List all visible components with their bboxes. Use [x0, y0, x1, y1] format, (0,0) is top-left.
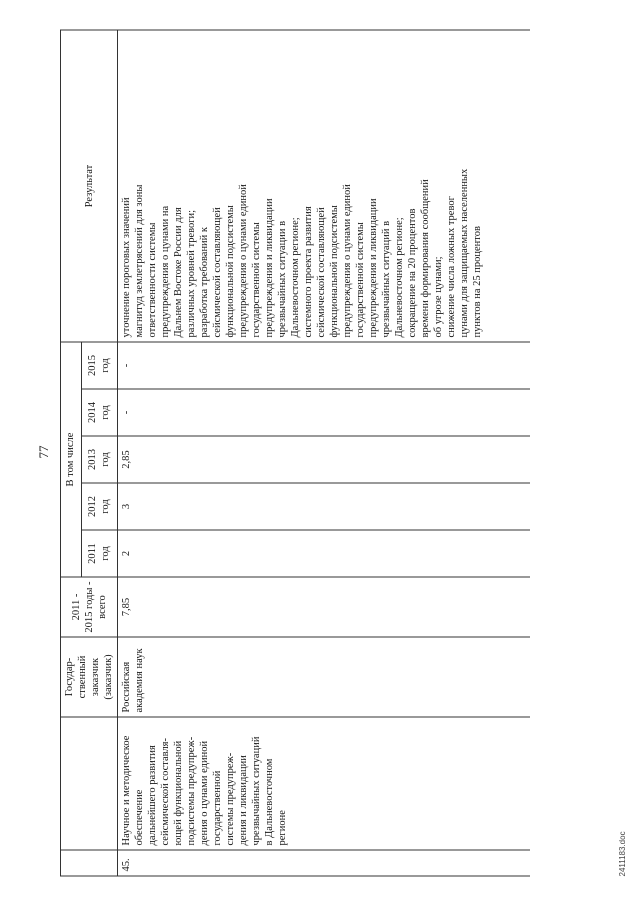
header-number	[61, 850, 118, 876]
row-year-2014: -	[118, 389, 487, 436]
header-year-2014: 2014 год	[81, 389, 117, 436]
header-year-2012: 2012 год	[81, 483, 117, 530]
row-year-2013: 2,85	[118, 436, 487, 483]
footer-file-code: 2411183.doc	[618, 831, 627, 877]
row-total: 7,85	[118, 577, 487, 637]
row-year-2012: 3	[118, 483, 487, 530]
header-customer: Государ- ственный заказчик (заказчик)	[61, 637, 118, 717]
table-row-spacer	[486, 30, 530, 876]
table-row	[118, 30, 487, 876]
header-year-2013: 2013 год	[81, 436, 117, 483]
row-number: 45.	[118, 850, 487, 876]
row-customer: Российская академия наук	[118, 637, 487, 717]
header-in-that: В том числе	[61, 342, 82, 577]
row-year-2011: 2	[118, 530, 487, 577]
header-row	[61, 30, 82, 876]
header-year-2011: 2011 год	[81, 530, 117, 577]
row-result: уточнение пороговых значений магнитуд землетрясений для зоны ответственности системы предупреждения о цунами на Дальнем Востоке России для различных уровней тревоги; разработка требований к сейсмической составляющей функциональной подсистемы предупреждения о цунами единой государственной системы предупреждения и ликвидации чрезвычайных ситуации в Дальневосточном регионе; системного проекта развития сейсмической составляющей функциональной подсистемы предупреждения о цунами единой государственной системы предупреждения и ликвидации чрезвычайных ситуаций в Дальневосточном регионе; сокращение на 20 процентов времени формирования сообщений об угрозе цунами; снижение числа ложных тревог цунами для защищаемых населенных пунктов на 25 процентов	[118, 30, 487, 342]
header-result: Результат	[61, 30, 118, 342]
program-table	[60, 30, 530, 877]
row-year-2015: -	[118, 342, 487, 389]
row-name: Научное и методическое обеспечение дальнейшего развития сейсмической составля- ющей функциональной подсистемы предупреж- дения о цунами единой государственной системы предупреж- дения и ликвидации чрезвычайных ситуаций в Дальневосточном регионе	[118, 717, 487, 850]
header-total: 2011 - 2015 годы - всего	[61, 577, 118, 637]
header-year-2015: 2015 год	[81, 342, 117, 389]
page-number: 77	[36, 445, 51, 459]
header-name	[61, 717, 118, 850]
